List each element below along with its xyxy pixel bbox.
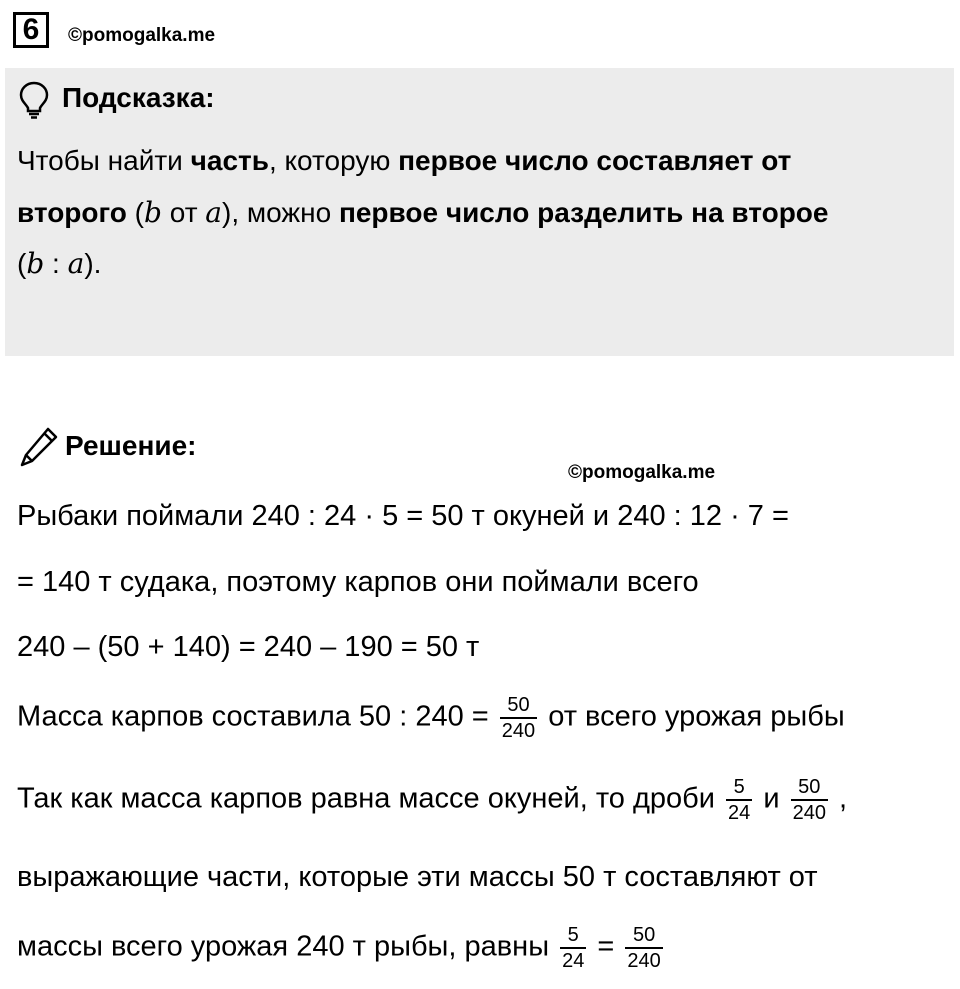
watermark: ©pomogalka.me (68, 25, 216, 46)
solution-line-3: 240 – (50 + 140) = 240 – 190 = 50 т (17, 631, 480, 663)
solution-line-2: = 140 т судака, поэтому карпов они поймали всего (17, 566, 699, 598)
fraction: $\frac{5}{24}$ (562, 924, 585, 972)
pencil-icon (18, 425, 60, 469)
task-number: 6 (13, 12, 49, 48)
fraction: $\frac{5}{24}$ (728, 776, 751, 824)
hint-line-3: (b : a). (17, 247, 102, 280)
fraction: $\frac{50}{240}$ (627, 924, 661, 972)
solution-line-5: Так как масса карпов равна массе окуней, то дроби $\frac{5}{24}$ и $\frac{50}{240}$ , (17, 776, 848, 824)
solution-line-7: массы всего урожая 240 т рыбы, равны $\frac{5}{24}$ = $\frac{50}{240}$ (17, 924, 661, 972)
fraction: $\frac{50}{240}$ (501, 694, 536, 742)
fraction: $\frac{50}{240}$ (792, 776, 826, 824)
hint-line-2: второго (b от a), можно первое число разделить на второе (17, 196, 829, 229)
watermark: ©pomogalka.me (568, 462, 716, 483)
solution-line-4: Масса карпов составила 50 : 240 = $\frac{50}{240}$ от всего урожая рыбы (17, 694, 845, 742)
hint-line-1: Чтобы найти часть, которую первое число составляет от (17, 145, 792, 176)
solution-line-1: Рыбаки поймали 240 : 24 · 5 = 50 т окуней и 240 : 12 · 7 = (17, 500, 789, 532)
lightbulb-icon (18, 80, 50, 120)
solution-title: Решение: (65, 430, 197, 461)
solution-line-6: выражающие части, которые эти массы 50 т составляют от (17, 861, 818, 893)
hint-title: Подсказка: (62, 82, 215, 113)
